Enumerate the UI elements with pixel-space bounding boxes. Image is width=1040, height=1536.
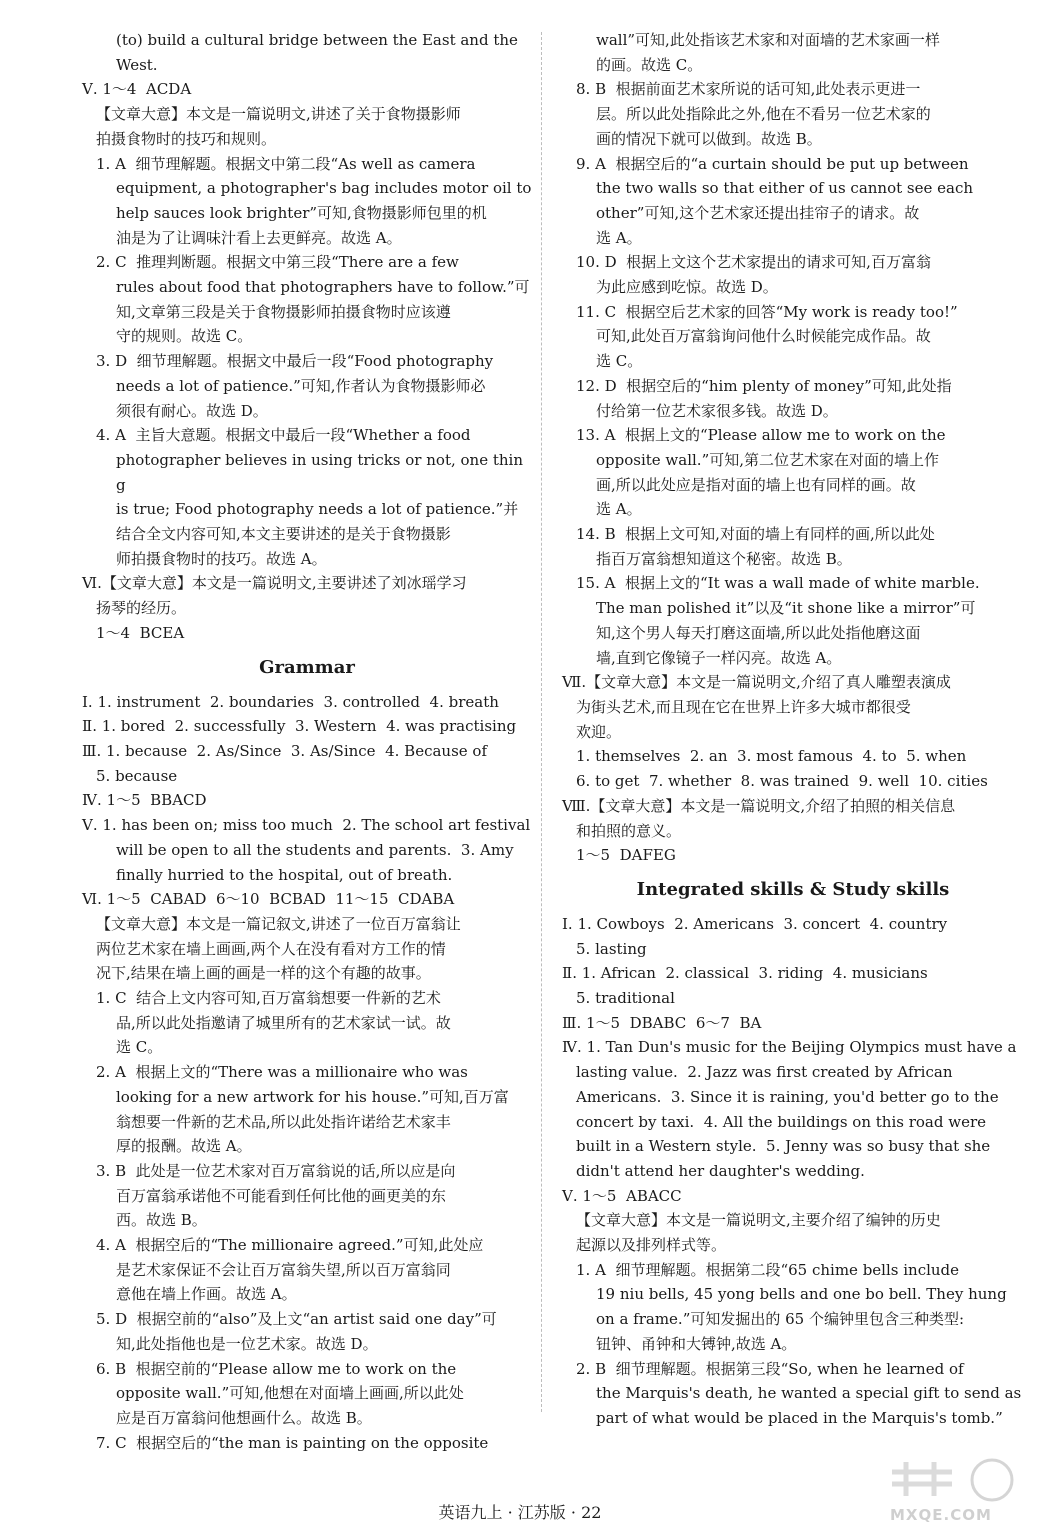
right-text-line: wall”可知,此处指该艺术家和对面墙的艺术家画一样	[596, 31, 940, 49]
right-text-line: Ⅳ. 1. Tan Dun's music for the Beijing Olympics must have a	[562, 1038, 1017, 1057]
right-text-line: 5. lasting	[576, 939, 647, 958]
right-text-line: opposite wall.”可知,第二位艺术家在对面的墙上作	[596, 450, 940, 469]
left-text-line: Ⅵ.【文章大意】本文是一篇说明文,主要讲述了刘冰瑶学习	[82, 574, 467, 593]
right-text-line: the Marquis's death, he wanted a special gift to send as	[596, 1384, 1022, 1403]
right-column	[562, 28, 1024, 1431]
right-text-line: 墙,直到它像镜子一样闪亮。故选 A。	[596, 648, 842, 667]
left-text-line: 油是为了让调味汁看上去更鲜亮。故选 A。	[116, 228, 402, 247]
right-text-line: didn't attend her daughter's wedding.	[576, 1161, 865, 1180]
left-text-line: 两位艺术家在墙上画画,两个人在没有看对方工作的情	[96, 939, 446, 958]
left-text-line: 1. C 结合上文内容可知,百万富翁想要一件新的艺术	[96, 989, 441, 1008]
left-text-line: is true; Food photography needs a lot of patience.”并	[116, 500, 519, 519]
left-text-line: 知,此处指他也是一位艺术家。故选 D。	[116, 1334, 378, 1353]
left-text-line: help sauces look brighter”可知,食物摄影师包里的机	[116, 203, 487, 222]
right-text-line: 选 C。	[596, 352, 643, 371]
right-text-line: Ⅷ.【文章大意】本文是一篇说明文,介绍了拍照的相关信息	[562, 796, 956, 815]
right-text-line: 层。所以此处指除此之外,他在不看另一位艺术家的	[596, 105, 931, 124]
right-text-line: 14. B 根据上文可知,对面的墙上有同样的画,所以此处	[576, 525, 935, 544]
right-text-line: 1～5 DAFEG	[576, 846, 676, 865]
right-text-line: Ⅶ.【文章大意】本文是一篇说明文,介绍了真人雕塑表演成	[562, 673, 951, 692]
left-text-line: 翁想要一件新的艺术品,所以此处指许诺给艺术家丰	[116, 1112, 451, 1131]
right-text-line: 11. C 根据空后艺术家的回答“My work is ready too!”	[576, 302, 958, 321]
left-text-line: 结合全文内容可知,本文主要讲述的是关于食物摄影	[116, 525, 451, 544]
left-text-line: will be open to all the students and parents. 3. Amy	[116, 840, 514, 859]
left-text-line: 师拍摄食物时的技巧。故选 A。	[116, 549, 327, 568]
right-text-line: 13. A 根据上文的“Please allow me to work on the	[576, 426, 946, 445]
left-text-line: equipment, a photographer's bag includes motor oil to	[116, 179, 532, 198]
right-text-line: Ⅲ. 1～5 DBABC 6～7 BA	[562, 1013, 762, 1032]
left-text-line: 【文章大意】本文是一篇记叙文,讲述了一位百万富翁让	[96, 914, 461, 933]
left-text-line: 守的规则。故选 C。	[116, 327, 253, 346]
left-text-line: 2. C 推理判断题。根据文中第三段“There are a few	[96, 253, 459, 272]
right-text-line: 12. D 根据空后的“him plenty of money”可知,此处指	[576, 376, 952, 395]
left-text-line: Ⅴ. 1. has been on; miss too much 2. The school art festival	[82, 816, 531, 835]
left-text-line: looking for a new artwork for his house.”可知,百万富	[116, 1087, 509, 1106]
left-text-line: 2. A 根据上文的“There was a millionaire who was	[96, 1063, 468, 1082]
right-text-line: 19 niu bells, 45 yong bells and one bo bell. They hung	[596, 1285, 1007, 1304]
right-text-line: part of what would be placed in the Marquis's tomb.”	[596, 1408, 1003, 1427]
left-text-line: 况下,结果在墙上画的画是一样的这个有趣的故事。	[96, 964, 431, 983]
right-text-line: 10. D 根据上文这个艺术家提出的请求可知,百万富翁	[576, 253, 931, 272]
left-text-line: 4. A 主旨大意题。根据文中最后一段“Whether a food	[96, 426, 471, 445]
left-text-line: 4. A 根据空后的“The millionaire agreed.”可知,此处应	[96, 1236, 484, 1255]
right-text-line: The man polished it”以及“it shone like a mirror”可	[596, 599, 976, 618]
right-text-line: concert by taxi. 4. All the buildings on this road were	[576, 1112, 986, 1131]
left-text-line: 扬琴的经历。	[96, 599, 187, 618]
left-text-line: needs a lot of patience.”可知,作者认为食物摄影师必	[116, 376, 486, 395]
right-text-line: Ⅴ. 1～5 ABACC	[562, 1186, 682, 1205]
left-text-line: 选 C。	[116, 1038, 163, 1057]
right-section-heading: Integrated skills & Study skills	[636, 878, 950, 900]
right-text-line: 指百万富翁想知道这个秘密。故选 B。	[596, 549, 852, 568]
left-text-line: 5. D 根据空前的“also”及上文“an artist said one day”可	[96, 1310, 497, 1329]
right-text-line: 8. B 根据前面艺术家所说的话可知,此处表示更进一	[576, 80, 921, 99]
left-text-line: Ⅳ. 1～5 BBACD	[82, 791, 207, 810]
right-text-line: lasting value. 2. Jazz was first created by African	[576, 1063, 953, 1082]
right-text-line: 画的情况下就可以做到。故选 B。	[596, 129, 822, 148]
left-text-line: 知,文章第三段是关于食物摄影师拍摄食物时应该遵	[116, 302, 451, 321]
right-text-line: 选 A。	[596, 228, 642, 247]
watermark-glyph	[892, 1462, 952, 1496]
left-text-line: 是艺术家保证不会让百万富翁失望,所以百万富翁同	[116, 1260, 451, 1279]
right-text-line: 欢迎。	[576, 722, 622, 741]
right-text-line: 15. A 根据上文的“It was a wall made of white marble.	[576, 574, 980, 593]
left-text-line: Ⅲ. 1. because 2. As/Since 3. As/Since 4. Because of	[82, 741, 488, 760]
left-text-line: 1. A 细节理解题。根据文中第二段“As well as camera	[96, 154, 476, 173]
left-text-line: 【文章大意】本文是一篇说明文,讲述了关于食物摄影师	[96, 105, 461, 124]
left-text-line: 西。故选 B。	[116, 1211, 207, 1230]
left-text-line: 应是百万富翁问他想画什么。故选 B。	[116, 1408, 372, 1427]
left-text-line: 6. B 根据空前的“Please allow me to work on the	[96, 1359, 457, 1378]
left-column	[82, 28, 532, 1455]
left-text-line: Ⅰ. 1. instrument 2. boundaries 3. controlled 4. breath	[82, 692, 499, 711]
right-text-line: 选 A。	[596, 500, 642, 519]
left-text-line: West.	[116, 55, 158, 74]
left-text-line: rules about food that photographers have to follow.”可	[116, 278, 530, 297]
column-divider	[541, 32, 542, 1412]
left-text-line: Ⅴ. 1～4 ACDA	[82, 80, 192, 99]
right-text-line: Americans. 3. Since it is raining, you'd better go to the	[576, 1087, 999, 1106]
left-text-line: 5. because	[96, 766, 178, 785]
left-section-heading: Grammar	[259, 656, 355, 678]
right-text-line: 钮钟、甬钟和大镈钟,故选 A。	[596, 1334, 797, 1353]
left-text-line: 百万富翁承诺他不可能看到任何比他的画更美的东	[116, 1186, 447, 1205]
left-text-line: 3. D 细节理解题。根据文中最后一段“Food photography	[96, 352, 494, 371]
right-text-line: 知,这个男人每天打磨这面墙,所以此处指他磨这面	[596, 623, 921, 642]
right-text-line: the two walls so that either of us cannot see each	[596, 179, 974, 198]
left-text-line: 3. B 此处是一位艺术家对百万富翁说的话,所以应是向	[96, 1161, 456, 1180]
left-text-line: opposite wall.”可知,他想在对面墙上画画,所以此处	[116, 1384, 464, 1403]
right-text-line: 的画。故选 C。	[596, 55, 703, 74]
right-text-line: 付给第一位艺术家很多钱。故选 D。	[596, 401, 838, 420]
watermark-text: MXQE.COM	[890, 1506, 992, 1524]
right-text-line: 1. themselves 2. an 3. most famous 4. to 5. when	[576, 747, 967, 766]
left-text-line: 厚的报酬。故选 A。	[116, 1137, 252, 1156]
left-text-line: photographer believes in using tricks or not, one thing	[116, 450, 523, 494]
left-text-line: 品,所以此处指邀请了城里所有的艺术家试一试。故	[116, 1013, 451, 1032]
right-text-line: on a frame.”可知发掘出的 65 个编钟里包含三种类型:	[596, 1310, 965, 1329]
page-footer: 英语九上 · 江苏版 · 22	[438, 1503, 602, 1522]
left-text-line: 7. C 根据空后的“the man is painting on the opposite	[96, 1433, 489, 1452]
right-text-line: Ⅰ. 1. Cowboys 2. Americans 3. concert 4. country	[562, 914, 948, 933]
right-text-line: 6. to get 7. whether 8. was trained 9. well 10. cities	[576, 772, 988, 791]
left-text-line: finally hurried to the hospital, out of breath.	[116, 865, 453, 884]
right-text-line: 可知,此处百万富翁询问他什么时候能完成作品。故	[596, 327, 931, 346]
right-text-line: built in a Western style. 5. Jenny was so busy that she	[576, 1137, 991, 1156]
left-text-line: Ⅱ. 1. bored 2. successfully 3. Western 4. was practising	[82, 717, 517, 736]
left-text-line: 意他在墙上作画。故选 A。	[116, 1285, 297, 1304]
right-text-line: 为街头艺术,而且现在它在世界上许多大城市都很受	[576, 697, 911, 716]
right-text-line: other”可知,这个艺术家还提出挂帘子的请求。故	[596, 203, 920, 222]
watermark-circle	[972, 1460, 1012, 1500]
right-text-line: 画,所以此处应是指对面的墙上也有同样的画。故	[596, 475, 916, 494]
right-text-line: 5. traditional	[576, 989, 675, 1008]
left-text-line: Ⅵ. 1～5 CABAD 6～10 BCBAD 11～15 CDABA	[82, 890, 455, 909]
right-text-line: 【文章大意】本文是一篇说明文,主要介绍了编钟的历史	[576, 1211, 941, 1230]
right-text-line: 9. A 根据空后的“a curtain should be put up between	[576, 154, 969, 173]
left-text-line: 须很有耐心。故选 D。	[116, 401, 268, 420]
watermark-logo	[882, 1452, 1022, 1526]
right-text-line: 起源以及排列样式等。	[576, 1236, 727, 1255]
right-text-line: 1. A 细节理解题。根据第二段“65 chime bells include	[576, 1260, 960, 1279]
left-text-line: (to) build a cultural bridge between the East and the	[116, 31, 518, 49]
left-text-line: 1～4 BCEA	[96, 623, 185, 642]
right-text-line: 2. B 细节理解题。根据第三段“So, when he learned of	[576, 1359, 964, 1378]
right-text-line: 和拍照的意义。	[576, 821, 682, 840]
left-text-line: 拍摄食物时的技巧和规则。	[96, 129, 277, 148]
right-text-line: Ⅱ. 1. African 2. classical 3. riding 4. musicians	[562, 964, 928, 983]
right-text-line: 为此应感到吃惊。故选 D。	[596, 278, 778, 297]
